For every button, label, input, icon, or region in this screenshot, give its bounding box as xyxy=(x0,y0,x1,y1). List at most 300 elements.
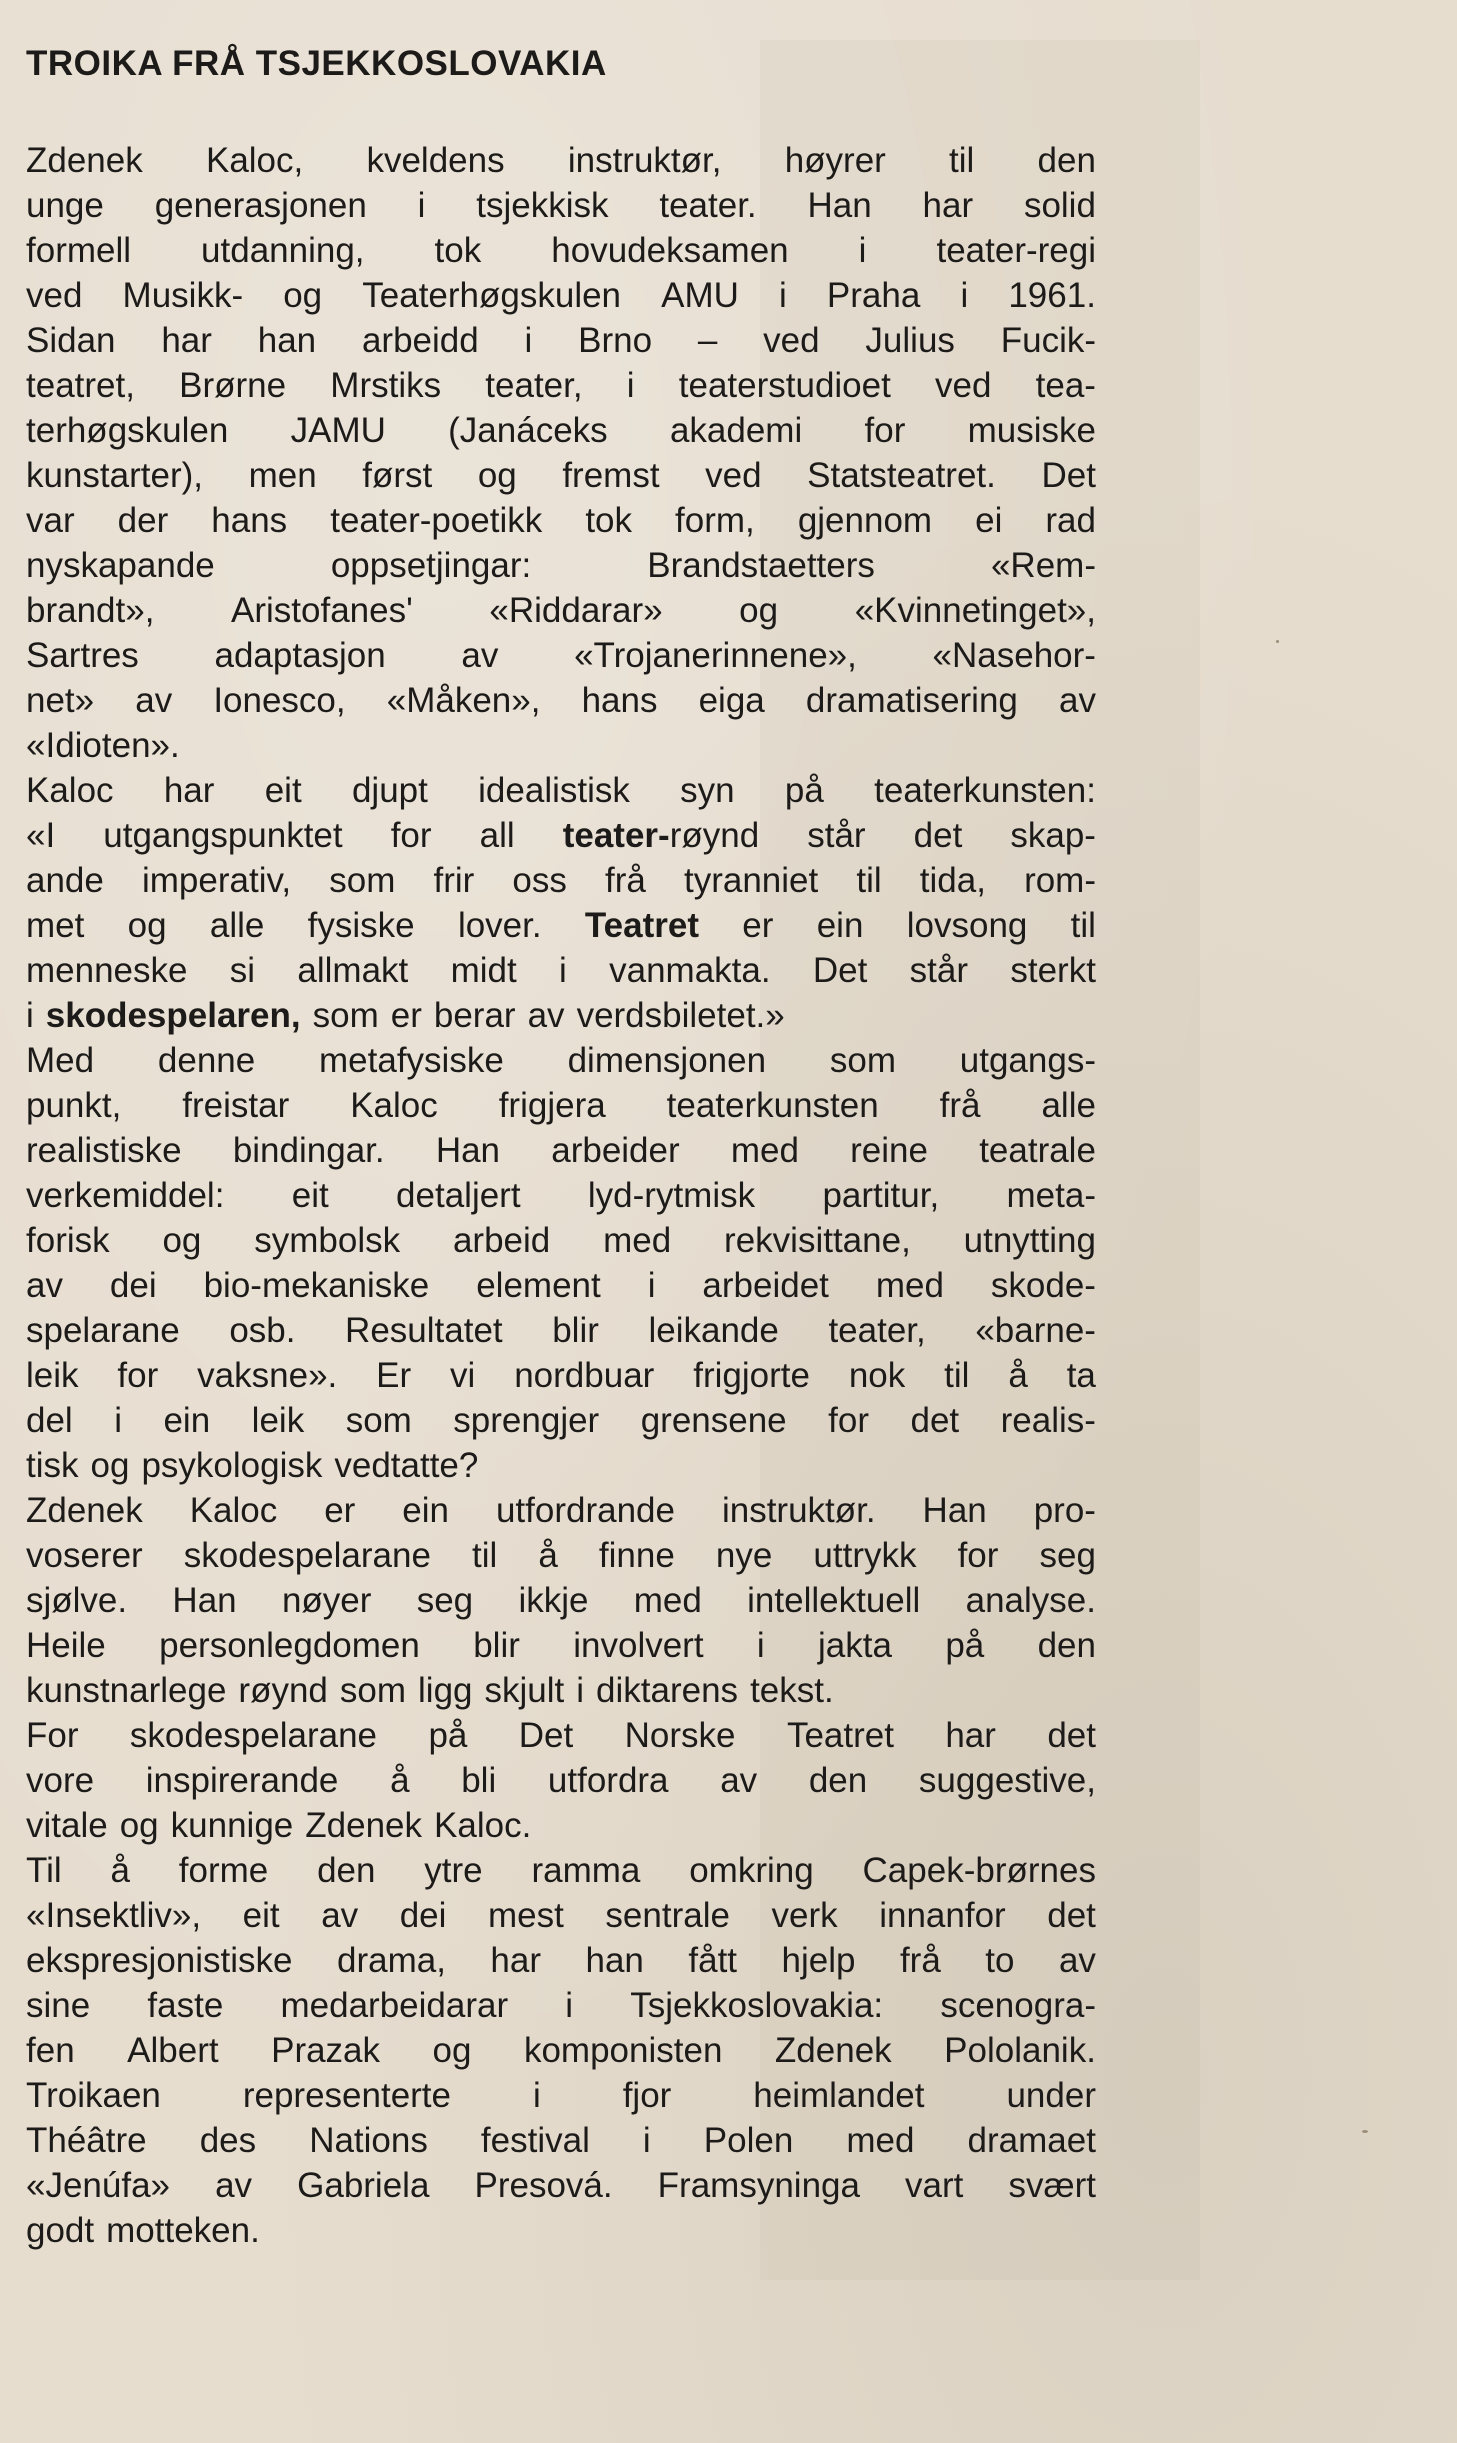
word: røynd xyxy=(238,1671,328,1710)
word: metafysiske xyxy=(319,1041,504,1080)
word: og xyxy=(432,2031,472,2070)
word: kunstnarlege xyxy=(26,1671,227,1710)
text-line xyxy=(26,543,1096,588)
text-line xyxy=(26,633,1096,678)
word: teater, xyxy=(485,366,583,405)
word: «Riddarar» xyxy=(489,591,663,630)
paper-speck xyxy=(1362,2130,1368,2133)
word: Han xyxy=(435,1131,501,1170)
text-line xyxy=(26,1803,1096,1848)
word: verkemiddel: xyxy=(26,1176,225,1215)
word: dramatisering xyxy=(805,681,1018,720)
word: fjor xyxy=(622,2076,672,2115)
word: reine xyxy=(850,1131,928,1170)
word: Med xyxy=(26,1041,95,1080)
word: utgangs- xyxy=(959,1041,1096,1080)
word: syn xyxy=(680,771,735,810)
word: sine xyxy=(26,1986,91,2025)
word: den xyxy=(1037,141,1096,180)
paper-speck xyxy=(1276,640,1279,643)
word: og xyxy=(477,456,517,495)
word: den xyxy=(317,1851,376,1890)
word: Er xyxy=(376,1356,412,1395)
word: ein xyxy=(402,1491,450,1530)
word: «Rem- xyxy=(990,546,1096,585)
word: alle xyxy=(209,906,265,945)
text-line xyxy=(26,1758,1096,1803)
word: skodespelaren, xyxy=(45,996,301,1035)
word: sentrale xyxy=(605,1896,730,1935)
word: mest xyxy=(488,1896,564,1935)
word: han xyxy=(257,321,317,360)
word: nye xyxy=(715,1536,773,1575)
word: Ionesco, xyxy=(213,681,346,720)
word: solid xyxy=(1023,186,1096,225)
word: til xyxy=(472,1536,498,1575)
text-line xyxy=(26,2028,1096,2073)
word: Norske xyxy=(624,1716,736,1755)
word: Albert xyxy=(127,2031,219,2070)
word: detaljert xyxy=(396,1176,521,1215)
word: av xyxy=(1059,681,1096,720)
text-line xyxy=(26,2073,1096,2118)
word: vart xyxy=(905,2166,964,2205)
word: frå xyxy=(899,1941,941,1980)
word: å xyxy=(390,1761,410,1800)
word: voserer xyxy=(26,1536,143,1575)
word: det xyxy=(1047,1716,1096,1755)
word: ikkje xyxy=(518,1581,589,1620)
word: blir xyxy=(552,1311,599,1350)
word: i xyxy=(647,1266,656,1305)
word: for xyxy=(957,1536,999,1575)
word: i xyxy=(756,1626,765,1665)
word: av xyxy=(461,636,499,675)
word: Brno xyxy=(578,321,653,360)
word: Mrstiks xyxy=(330,366,442,405)
word: av xyxy=(527,996,565,1035)
word: Aristofanes' xyxy=(231,591,413,630)
word: realistiske xyxy=(26,1131,182,1170)
word: bindingar. xyxy=(232,1131,385,1170)
word: teatret, xyxy=(26,366,135,405)
word: fen xyxy=(26,2031,75,2070)
word: Théâtre xyxy=(26,2121,147,2160)
word: bio-mekaniske xyxy=(203,1266,430,1305)
word: Statsteatret. xyxy=(807,456,996,495)
word: som xyxy=(339,1671,407,1710)
text-line xyxy=(26,1983,1096,2028)
word: for xyxy=(864,411,906,450)
word: eit xyxy=(264,771,302,810)
text-line xyxy=(26,1038,1096,1083)
word: vore xyxy=(26,1761,95,1800)
word: Sidan xyxy=(26,321,116,360)
word: eit xyxy=(242,1896,280,1935)
word: er xyxy=(742,906,774,945)
word: Det xyxy=(812,951,868,990)
word: skodespelarane xyxy=(129,1716,378,1755)
word: leik xyxy=(251,1401,305,1440)
word: intellektuell xyxy=(747,1581,921,1620)
word: Fucik- xyxy=(1000,321,1096,360)
word: sprengjer xyxy=(453,1401,600,1440)
word: Kaloc xyxy=(26,771,114,810)
word: Musikk- xyxy=(122,276,244,315)
text-line xyxy=(26,138,1096,183)
word: eit xyxy=(291,1176,329,1215)
word: i xyxy=(576,1671,585,1710)
word: hans xyxy=(581,681,658,720)
word: kunstarter), xyxy=(26,456,203,495)
word: arbeidd xyxy=(361,321,479,360)
word: Gabriela xyxy=(297,2166,430,2205)
word: ytre xyxy=(424,1851,483,1890)
word: rom- xyxy=(1024,861,1096,900)
word: skjult xyxy=(484,1671,565,1710)
word: ved xyxy=(763,321,820,360)
word: av xyxy=(1058,1941,1096,1980)
word: den xyxy=(808,1761,868,1800)
word: frå xyxy=(605,861,646,900)
word: ved xyxy=(935,366,992,405)
word: utfordra xyxy=(547,1761,669,1800)
word: form, xyxy=(675,501,755,540)
word: kunnige xyxy=(170,1806,294,1845)
word: av xyxy=(321,1896,359,1935)
word: uttrykk xyxy=(813,1536,917,1575)
word: sjølve. xyxy=(26,1581,128,1620)
word: analyse. xyxy=(965,1581,1096,1620)
word: vitale xyxy=(26,1806,108,1845)
word: omkring xyxy=(689,1851,814,1890)
word: ein xyxy=(163,1401,211,1440)
word: motteken. xyxy=(106,2211,260,2250)
word: utfordrande xyxy=(495,1491,675,1530)
text-line xyxy=(26,2163,1096,2208)
word: drama, xyxy=(336,1941,446,1980)
text-line xyxy=(26,1848,1096,1893)
word: Polen xyxy=(703,2121,794,2160)
text-line xyxy=(26,363,1096,408)
word: «Nasehor- xyxy=(932,636,1096,675)
word: Heile xyxy=(26,1626,106,1665)
word: utgangspunktet xyxy=(103,816,343,855)
word: av xyxy=(135,681,173,720)
text-line xyxy=(26,498,1096,543)
word: innanfor xyxy=(879,1896,1006,1935)
word: i xyxy=(858,231,867,270)
word: alle xyxy=(1041,1086,1096,1125)
text-line xyxy=(26,1308,1096,1353)
word: heimlandet xyxy=(753,2076,925,2115)
word: terhøgskulen xyxy=(26,411,229,450)
word: ved xyxy=(705,456,762,495)
word: i xyxy=(559,951,567,990)
word: vedtatte? xyxy=(334,1446,479,1485)
word: på xyxy=(784,771,824,810)
word: av xyxy=(720,1761,758,1800)
word: frigjorte xyxy=(693,1356,810,1395)
word: Resultatet xyxy=(345,1311,503,1350)
word: arbeidet xyxy=(702,1266,829,1305)
word: ligg xyxy=(418,1671,473,1710)
word: «Kvinnetinget», xyxy=(854,591,1096,630)
word: nyskapande xyxy=(26,546,215,585)
word: av xyxy=(26,1266,63,1305)
word: eiga xyxy=(698,681,765,720)
word: dramaet xyxy=(967,2121,1096,2160)
word: JAMU xyxy=(290,411,386,450)
text-line xyxy=(26,858,1096,903)
word: den xyxy=(1037,1626,1096,1665)
word: skode- xyxy=(990,1266,1096,1305)
word: utnytting xyxy=(963,1221,1096,1260)
word: forme xyxy=(178,1851,269,1890)
word: ein xyxy=(816,906,864,945)
text-line xyxy=(26,1128,1096,1173)
article-heading: TROIKA FRÅ TSJEKKOSLOVAKIA xyxy=(26,44,607,83)
word: Det xyxy=(518,1716,574,1755)
word: i xyxy=(114,1401,122,1440)
word: godt xyxy=(26,2211,95,2250)
word: i xyxy=(565,1986,574,2025)
word: osb. xyxy=(229,1311,296,1350)
word: med xyxy=(603,1221,672,1260)
word: vi xyxy=(450,1356,476,1395)
word: seg xyxy=(416,1581,474,1620)
word: i xyxy=(779,276,787,315)
text-line xyxy=(26,1263,1096,1308)
word: formell xyxy=(26,231,132,270)
word: symbolsk xyxy=(254,1221,401,1260)
word: til xyxy=(949,141,975,180)
word: bli xyxy=(461,1761,497,1800)
word: vaksne». xyxy=(197,1356,338,1395)
word: involvert xyxy=(573,1626,704,1665)
word: Praha xyxy=(826,276,921,315)
word: verdsbiletet.» xyxy=(576,996,785,1035)
word: det xyxy=(910,1401,960,1440)
word: inspirerande xyxy=(145,1761,339,1800)
text-line xyxy=(26,1398,1096,1443)
word: met xyxy=(26,906,85,945)
text-line xyxy=(26,228,1096,273)
text-line xyxy=(26,408,1096,453)
word: dei xyxy=(109,1266,157,1305)
word: høyrer xyxy=(784,141,886,180)
word: instruktør, xyxy=(567,141,722,180)
text-line xyxy=(26,678,1096,723)
word: Teatret xyxy=(786,1716,894,1755)
word: hans xyxy=(211,501,288,540)
word: for xyxy=(390,816,432,855)
word: ande xyxy=(26,861,104,900)
word: punkt, xyxy=(26,1086,122,1125)
word: det xyxy=(913,816,963,855)
word: frir xyxy=(433,861,475,900)
word: Teatret xyxy=(584,906,699,945)
word: medarbeidarar xyxy=(280,1986,509,2025)
word: Kaloc xyxy=(189,1491,278,1530)
word: lover. xyxy=(457,906,542,945)
text-line xyxy=(26,1713,1096,1758)
word: som xyxy=(312,996,379,1035)
word: ramma xyxy=(531,1851,641,1890)
word: skodespelarane xyxy=(183,1536,431,1575)
word: hjelp xyxy=(781,1941,856,1980)
word: i xyxy=(417,186,426,225)
word: – xyxy=(697,321,718,360)
text-line xyxy=(26,1353,1096,1398)
word: på xyxy=(428,1716,468,1755)
word: finne xyxy=(598,1536,675,1575)
word: å xyxy=(538,1536,558,1575)
emphasis: teater- xyxy=(562,816,670,855)
word: er xyxy=(324,1491,356,1530)
word: personlegdomen xyxy=(159,1626,420,1665)
word: som xyxy=(345,1401,412,1440)
word: tok xyxy=(585,501,633,540)
word: fremst xyxy=(562,456,660,495)
word: står xyxy=(909,951,969,990)
text-line xyxy=(26,1173,1096,1218)
word: idealistisk xyxy=(478,771,630,810)
word: AMU xyxy=(661,276,739,315)
word: des xyxy=(199,2121,257,2160)
text-line xyxy=(26,948,1096,993)
word: teaterstudioet xyxy=(678,366,891,405)
word: arbeider xyxy=(551,1131,680,1170)
word: Til xyxy=(26,1851,62,1890)
word: Presová. xyxy=(474,2166,613,2205)
word: Troikaen xyxy=(26,2076,161,2115)
word: teaterkunsten xyxy=(666,1086,879,1125)
word: Prazak xyxy=(271,2031,381,2070)
word: net» xyxy=(26,681,95,720)
word: denne xyxy=(157,1041,256,1080)
word: Capek-brørnes xyxy=(862,1851,1096,1890)
word: scenogra- xyxy=(940,1986,1096,2025)
word: Han xyxy=(922,1491,987,1530)
word: Teaterhøgskulen xyxy=(362,276,622,315)
word: med xyxy=(633,1581,702,1620)
word: to xyxy=(985,1941,1015,1980)
word: «Trojanerinnene», xyxy=(574,636,857,675)
word: har xyxy=(163,771,215,810)
text-line xyxy=(26,903,1096,948)
word: oppsetjingar: xyxy=(330,546,532,585)
word: som xyxy=(329,861,396,900)
word: teater-røynd xyxy=(562,816,760,855)
word: del xyxy=(26,1401,73,1440)
word: frå xyxy=(939,1086,981,1125)
word: Zdenek xyxy=(26,1491,143,1530)
word: Kaloc xyxy=(350,1086,438,1125)
text-line xyxy=(26,1893,1096,1938)
word: hovudeksamen xyxy=(551,231,789,270)
word: brandt», xyxy=(26,591,155,630)
word: Zdenek xyxy=(26,141,143,180)
word: nok xyxy=(848,1356,906,1395)
word: i xyxy=(642,2121,651,2160)
word: med xyxy=(875,1266,944,1305)
text-line xyxy=(26,2118,1096,2163)
word: verk xyxy=(771,1896,838,1935)
word: faste xyxy=(147,1986,224,2025)
word: generasjonen xyxy=(154,186,367,225)
word: er xyxy=(390,996,422,1035)
word: leik xyxy=(26,1356,79,1395)
word: tekst. xyxy=(750,1671,834,1710)
word: element xyxy=(476,1266,601,1305)
word: partitur, xyxy=(822,1176,940,1215)
text-line xyxy=(26,813,1096,858)
word: Zdenek xyxy=(774,2031,892,2070)
word: Framsyninga xyxy=(657,2166,860,2205)
text-line xyxy=(26,1083,1096,1128)
word: å xyxy=(1008,1356,1028,1395)
word: og xyxy=(739,591,779,630)
word: Tsjekkoslovakia: xyxy=(630,1986,884,2025)
word: musiske xyxy=(967,411,1096,450)
word: oss xyxy=(512,861,567,900)
word: instruktør. xyxy=(721,1491,876,1530)
word: «Idioten». xyxy=(26,726,180,765)
article-body xyxy=(26,138,1096,2253)
word: og xyxy=(119,1806,159,1845)
word: berar xyxy=(433,996,516,1035)
word: «barne- xyxy=(975,1311,1096,1350)
word: Det xyxy=(1041,456,1096,495)
word: Han xyxy=(807,186,872,225)
word: jakta xyxy=(818,1626,892,1665)
word: freistar xyxy=(182,1086,290,1125)
word: for xyxy=(828,1401,869,1440)
word: lyd-rytmisk xyxy=(587,1176,756,1215)
word: av xyxy=(215,2166,253,2205)
text-line xyxy=(26,1623,1096,1668)
word: først xyxy=(362,456,433,495)
word: har xyxy=(490,1941,541,1980)
word: det xyxy=(1047,1896,1096,1935)
text-line xyxy=(26,723,1096,768)
word: i xyxy=(26,996,34,1035)
word: å xyxy=(110,1851,130,1890)
word: «I xyxy=(26,816,56,855)
word: «Måken», xyxy=(386,681,541,720)
text-line xyxy=(26,1488,1096,1533)
word: sterkt xyxy=(1010,951,1096,990)
word: i xyxy=(960,276,969,315)
word: Zdenek xyxy=(305,1806,423,1845)
word: utdanning, xyxy=(201,231,365,270)
word: Han xyxy=(172,1581,237,1620)
word: Sartres xyxy=(26,636,139,675)
word: tok xyxy=(434,231,482,270)
word: djupt xyxy=(351,771,428,810)
word: Brandstaetters xyxy=(647,546,875,585)
text-line xyxy=(26,1218,1096,1263)
word: lovsong xyxy=(906,906,1028,945)
word: festival xyxy=(480,2121,590,2160)
word: vanmakta. xyxy=(609,951,771,990)
word: gjennom xyxy=(797,501,933,540)
word: nordbuar xyxy=(514,1356,655,1395)
word: blir xyxy=(473,1626,520,1665)
word: For xyxy=(26,1716,79,1755)
word: og xyxy=(162,1221,202,1260)
